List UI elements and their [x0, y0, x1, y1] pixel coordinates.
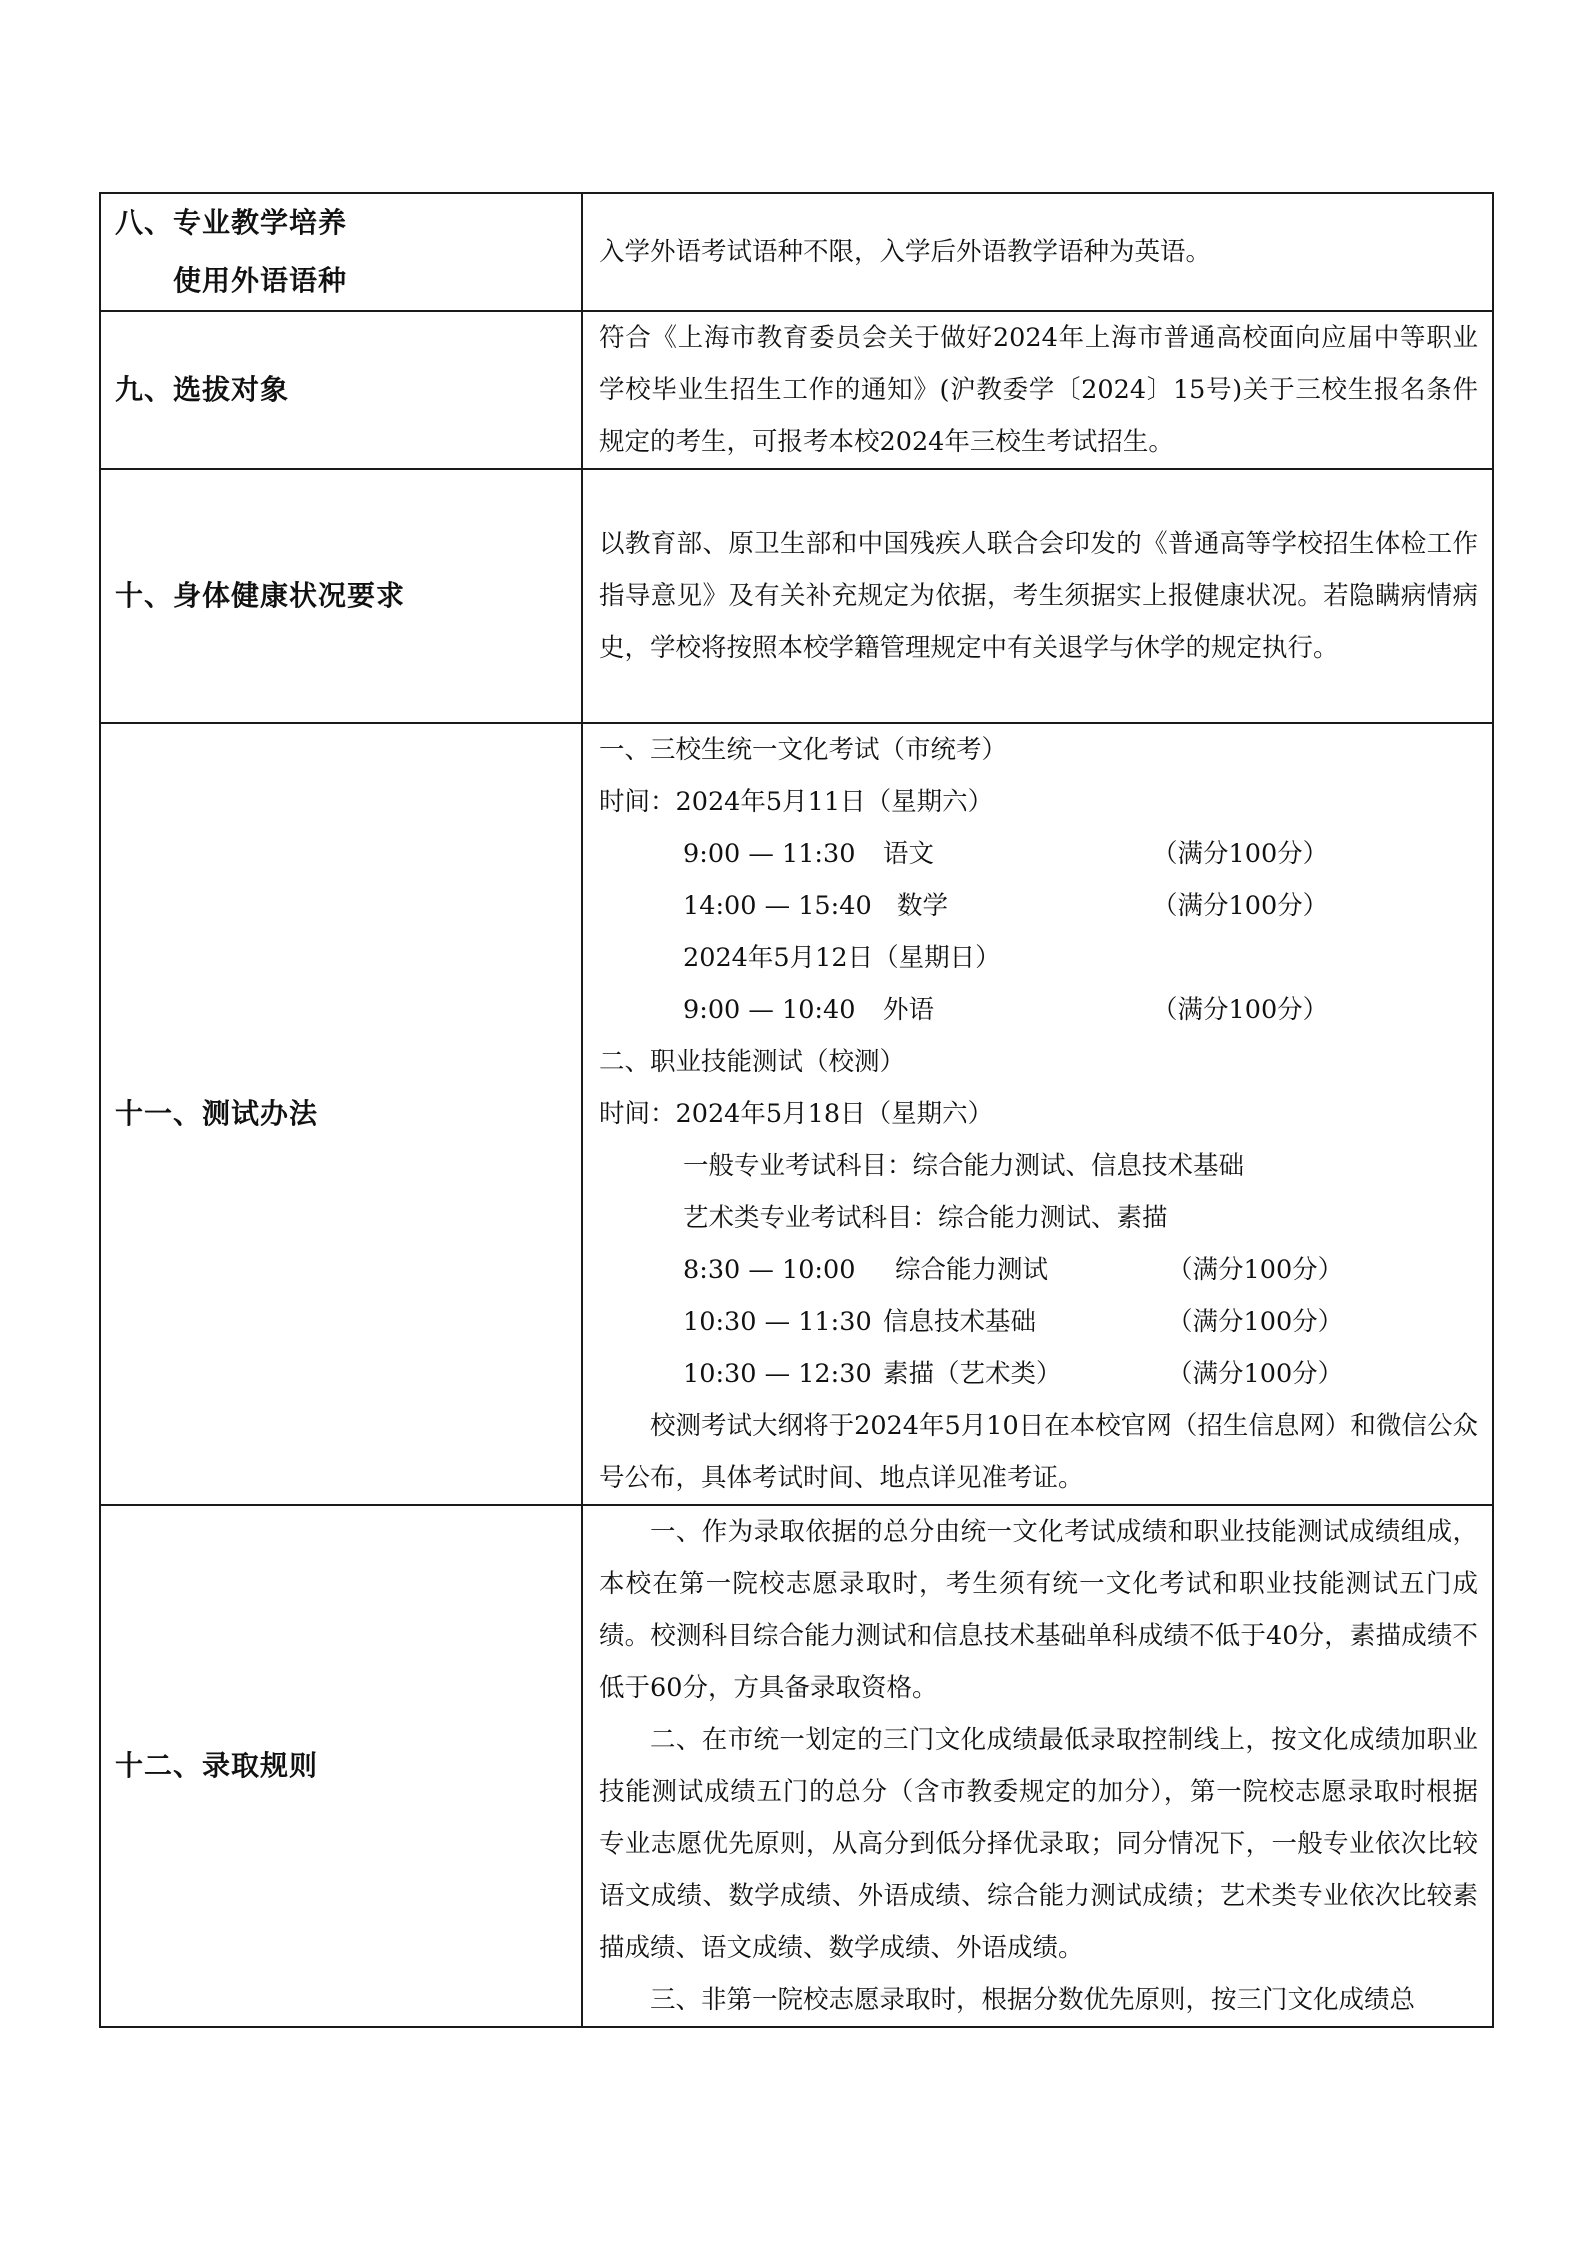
subjects-line: 艺术类专业考试科目：综合能力测试、素描	[683, 1203, 1168, 1233]
schedule-score: （满分100分）	[1167, 1359, 1344, 1389]
admission-info-table	[99, 192, 1494, 2028]
schedule-time: 8:30 — 10:00	[683, 1255, 856, 1285]
row-label: 十、身体健康状况要求	[100, 469, 582, 723]
schedule-subject: 综合能力测试	[895, 1255, 1049, 1285]
content-paragraph: 符合《上海市教育委员会关于做好2024年上海市普通高校面向应届中等职业学校毕业生招生工作的通知》(沪教委学〔2024〕15号)关于三校生报名条件规定的考生，可报考本校2024年三校生考试招生。	[599, 323, 1478, 457]
schedule-time: 9:00 — 10:40	[683, 995, 856, 1025]
row-content	[582, 723, 1493, 1505]
content-paragraph: 二、在市统一划定的三门文化成绩最低录取控制线上，按文化成绩加职业技能测试成绩五门的总分（含市教委规定的加分），第一院校志愿录取时根据专业志愿优先原则，从高分到低分择优录取；同分情况下，一般专业依次比较语文成绩、数学成绩、外语成绩、综合能力测试成绩；艺术类专业依次比较素描成绩、语文成绩、数学成绩、外语成绩。	[599, 1725, 1478, 1963]
row-label	[100, 193, 582, 311]
table-row	[100, 193, 1493, 311]
section-title: 二、职业技能测试（校测）	[599, 1047, 906, 1077]
table-row	[100, 1505, 1493, 2027]
content-paragraph: 以教育部、原卫生部和中国残疾人联合会印发的《普通高等学校招生体检工作指导意见》及有关补充规定为依据，考生须据实上报健康状况。若隐瞒病情病史，学校将按照本校学籍管理规定中有关退学与休学的规定执行。	[599, 529, 1478, 663]
schedule-time: 10:30 — 12:30	[683, 1359, 872, 1389]
schedule-time: 9:00 — 11:30	[683, 839, 856, 869]
schedule-line	[599, 984, 1478, 1036]
content-paragraph: 入学外语考试语种不限，入学后外语教学语种为英语。	[599, 237, 1212, 267]
schedule-subject: 数学	[897, 891, 949, 921]
subjects-line: 一般专业考试科目：综合能力测试、信息技术基础	[683, 1151, 1245, 1181]
schedule-subject: 信息技术基础	[883, 1307, 1037, 1337]
schedule-line	[599, 828, 1478, 880]
schedule-score: （满分100分）	[1152, 839, 1329, 869]
content-paragraph: 一、作为录取依据的总分由统一文化考试成绩和职业技能测试成绩组成，本校在第一院校志愿录取时，考生须有统一文化考试和职业技能测试五门成绩。校测科目综合能力测试和信息技术基础单科成绩不低于40分，素描成绩不低于60分，方具备录取资格。	[599, 1517, 1478, 1703]
table-row	[100, 469, 1493, 723]
row-content	[582, 469, 1493, 723]
schedule-line	[599, 1348, 1478, 1400]
schedule-subject: 外语	[883, 995, 935, 1025]
table-row	[100, 311, 1493, 469]
table-row	[100, 723, 1493, 1505]
schedule-score: （满分100分）	[1152, 891, 1329, 921]
row-label: 九、选拔对象	[100, 311, 582, 469]
section-date: 2024年5月12日（星期日）	[683, 943, 1001, 973]
section-date: 时间：2024年5月11日（星期六）	[599, 787, 994, 817]
row-content	[582, 1505, 1493, 2027]
row-label: 十一、测试办法	[100, 723, 582, 1505]
schedule-subject: 素描（艺术类）	[883, 1359, 1062, 1389]
schedule-line	[599, 1296, 1478, 1348]
schedule-line	[599, 1244, 1478, 1296]
schedule-line	[599, 880, 1478, 932]
row-label-line: 八、专业教学培养	[115, 206, 348, 239]
schedule-time: 10:30 — 11:30	[683, 1307, 872, 1337]
section-title: 一、三校生统一文化考试（市统考）	[599, 735, 1008, 765]
schedule-score: （满分100分）	[1167, 1255, 1344, 1285]
schedule-score: （满分100分）	[1167, 1307, 1344, 1337]
content-paragraph: 三、非第一院校志愿录取时，根据分数优先原则，按三门文化成绩总	[650, 1985, 1416, 2015]
content-paragraph: 校测考试大纲将于2024年5月10日在本校官网（招生信息网）和微信公众号公布，具体考试时间、地点详见准考证。	[599, 1411, 1478, 1493]
schedule-time: 14:00 — 15:40	[683, 891, 872, 921]
section-date: 时间：2024年5月18日（星期六）	[599, 1099, 994, 1129]
schedule-score: （满分100分）	[1152, 995, 1329, 1025]
row-content	[582, 311, 1493, 469]
row-content	[582, 193, 1493, 311]
row-label-line: 使用外语语种	[173, 264, 348, 297]
schedule-subject: 语文	[883, 839, 935, 869]
row-label: 十二、录取规则	[100, 1505, 582, 2027]
